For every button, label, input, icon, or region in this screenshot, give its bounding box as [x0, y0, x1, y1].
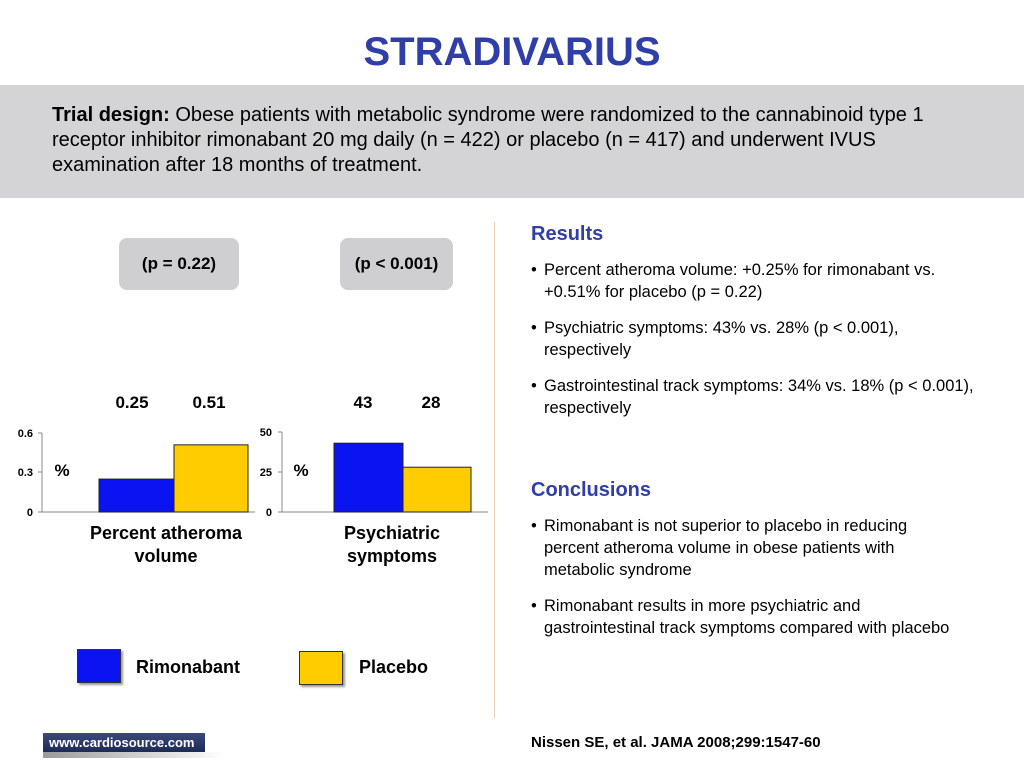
atheroma-category-line2: volume [134, 546, 198, 566]
data-label-atheroma-rimonabant: 0.25 [115, 393, 149, 412]
psychiatric-category-line2: symptoms [346, 546, 438, 566]
psychiatric-ylabel: % [293, 461, 309, 480]
citation: Nissen SE, et al. JAMA 2008;299:1547-60 [531, 734, 821, 751]
results-item: • Percent atheroma volume: +0.25% for rimonabant vs. +0.51% for placebo (p = 0.22) [531, 259, 986, 303]
logo-underline [43, 752, 223, 758]
legend-swatch-rimonabant [77, 649, 121, 683]
data-label-psychiatric-rimonabant: 43 [353, 393, 373, 412]
results-item: • Gastrointestinal track symptoms: 34% vs. 18% (p < 0.001), respectively [531, 375, 986, 419]
psychiatric-category-label [312, 522, 472, 568]
data-label-psychiatric-placebo: 28 [421, 393, 441, 412]
atheroma-ytick-0: 0 [26, 507, 33, 519]
legend-label-rimonabant: Rimonabant [136, 657, 241, 677]
atheroma-bar-placebo [174, 445, 248, 512]
data-label-atheroma-placebo: 0.51 [192, 393, 226, 412]
results-list [531, 259, 986, 433]
slide-title: STRADIVARIUS [363, 30, 661, 74]
legend-swatch-placebo [299, 651, 343, 685]
atheroma-category-line1: Percent atheroma [89, 523, 243, 543]
legend-label-placebo: Placebo [359, 657, 429, 677]
p-value-psychiatric: (p < 0.001) [354, 254, 439, 273]
psychiatric-ytick-0: 0 [265, 507, 272, 519]
p-value-atheroma: (p = 0.22) [141, 254, 217, 273]
atheroma-category-label [66, 522, 266, 568]
psychiatric-category-line1: Psychiatric [343, 523, 441, 543]
atheroma-ytick-0.3: 0.3 [17, 467, 33, 479]
conclusions-list [531, 515, 951, 653]
results-heading: Results [531, 223, 604, 245]
cardiosource-logo: www.cardiosource.com [43, 733, 205, 752]
atheroma-bar-rimonabant [99, 479, 174, 512]
conclusions-item: • Rimonabant is not superior to placebo in reducing percent atheroma volume in obese patients with metabolic syndrome [531, 515, 951, 581]
psychiatric-ytick-50: 50 [259, 427, 272, 439]
psychiatric-bar-rimonabant [334, 443, 403, 512]
psychiatric-ytick-25: 25 [259, 467, 272, 479]
psychiatric-chart [260, 427, 488, 519]
conclusions-heading: Conclusions [531, 479, 652, 501]
psychiatric-bar-placebo [403, 467, 471, 512]
results-item: • Psychiatric symptoms: 43% vs. 28% (p < 0.001), respectively [531, 317, 986, 361]
atheroma-ylabel: % [54, 461, 70, 480]
atheroma-chart [18, 428, 255, 519]
conclusions-item: • Rimonabant results in more psychiatric and gastrointestinal track symptoms compared with placebo [531, 595, 951, 639]
trial-design-label: Trial design: [52, 104, 170, 126]
atheroma-ytick-0.6: 0.6 [17, 428, 33, 440]
trial-design-body: Obese patients with metabolic syndrome were randomized to the cannabinoid type 1 receptor inhibitor rimonabant 20 mg daily (n = 422) or placebo (n = 417) and underwent IVUS examination after 18 months of treatment. [52, 104, 924, 176]
